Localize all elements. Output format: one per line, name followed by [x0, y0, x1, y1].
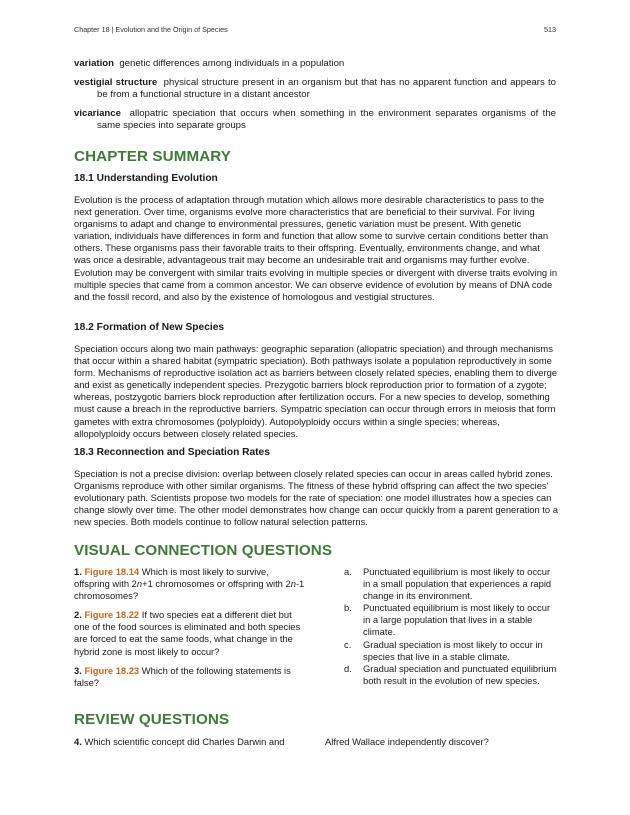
- chapter-summary-heading: CHAPTER SUMMARY: [74, 148, 232, 165]
- glossary-definition: physical structure present in an organism but that has no apparent function and appears to be from a functional structure in a distant ancestor: [97, 76, 556, 101]
- glossary-entry: [74, 108, 556, 133]
- summary-paragraph-18-3: Speciation is not a precise division: overlap between closely related species can occur in areas called hybrid zones. Organisms reproduce with other similar organisms. The fitness of these hybrid offspring can affect the two species' evolutionary path. Scientists propose two models for the rate of speciation: one model illustrates how a species can change slowly over time. The other model demonstrates how change can occur quickly from a parent generation to a new species. Both models continue to follow natural selection patterns.: [74, 468, 558, 528]
- figure-link[interactable]: Figure 18.23: [84, 664, 140, 676]
- page-header: [74, 25, 556, 34]
- answer-option-c: c. Gradual speciation is most likely to occur in species that live in a stable climate.: [344, 638, 543, 662]
- answer-option-b: b. Punctuated equilibrium is most likely to occur in a large population that lives in a stable climate.: [344, 602, 551, 638]
- answer-options: [341, 566, 559, 687]
- glossary-term: variation: [74, 58, 114, 69]
- question-2: 2. Figure 18.22 If two species eat a different diet but one of the food sources is eliminated and both species are forced to eat the same foods, what change in the hybrid zone is most likely to occur?: [74, 609, 301, 657]
- visual-connection-heading: VISUAL CONNECTION QUESTIONS: [74, 542, 333, 559]
- summary-paragraph-18-1: Evolution is the process of adaptation through mutation which allows more desirable characteristics to pass to the next generation. Over time, organisms evolve more characteristics that are beneficial to their survival. For living organisms to adapt and change to environmental pressures, genetic variation must be present. With genetic variation, individuals have differences in form and function that allow some to survive certain conditions better than others. These organisms pass their favorable traits to their offspring. Eventually, environments change, and what was once a desirable, advantageous trait may become an undesirable trait and organisms may further evolve. Evolution may be convergent with similar traits evolving in multiple species or divergent with diverse traits evolving in multiple species that came from a common ancestor. We can observe evidence of evolution by means of DNA code and the fossil record, and also by the existence of homologous and vestigial structures.: [74, 194, 558, 302]
- figure-link[interactable]: Figure 18.14: [84, 566, 140, 577]
- glossary-definition: allopatric speciation that occurs when something in the environment separates organisms of the same species into separate groups: [97, 107, 556, 132]
- question-4-continued: Alfred Wallace independently discover?: [325, 736, 489, 747]
- glossary: [74, 58, 556, 139]
- question-1: 1. Figure 18.14 Which is most likely to survive, offspring with 2n+1 chromosomes or offspring with 2n-1 chromosomes?: [74, 566, 305, 602]
- question-4: 4. Which scientific concept did Charles Darwin and: [74, 736, 285, 747]
- answer-option-a: a. Punctuated equilibrium is most likely to occur in a small population that experiences a rapid change in its environment.: [344, 566, 552, 602]
- section-heading-18-1: 18.1 Understanding Evolution: [74, 173, 218, 184]
- figure-link[interactable]: Figure 18.22: [84, 609, 140, 621]
- glossary-term: vestigial structure: [74, 76, 158, 88]
- section-heading-18-3: 18.3 Reconnection and Speciation Rates: [74, 447, 270, 458]
- summary-paragraph-18-2: Speciation occurs along two main pathways: geographic separation (allopatric speciation) and through mechanisms that occur within a shared habitat (sympatric speciation). Both pathways isolate a population reproductively in some form. Mechanisms of reproductive isolation act as barriers between closely related species, enabling them to diverge and exist as genetically independent species. Prezygotic barriers block reproduction prior to formation of a zygote; whereas, postzygotic barriers block reproduction after fertilization occurs. For a new species to develop, something must cause a breach in the reproductive barriers. Sympatric speciation can occur through errors in meiosis that form gametes with extra chromosomes (polyploidy). Autopolyploidy occurs within a single species; whereas, allopolyploidy occurs between closely related species.: [74, 343, 558, 439]
- question-3: 3. Figure 18.23 Which of the following statements is false?: [74, 664, 291, 688]
- chapter-title: Chapter 18 | Evolution and the Origin of Species: [74, 25, 228, 34]
- glossary-entry: [74, 77, 556, 102]
- page-number: 513: [544, 25, 556, 34]
- glossary-definition: genetic differences among individuals in a population: [119, 58, 345, 69]
- review-questions-heading: REVIEW QUESTIONS: [74, 711, 230, 728]
- glossary-term: vicariance: [74, 107, 121, 119]
- glossary-entry: [74, 58, 556, 71]
- visual-questions-column: [74, 566, 306, 689]
- answer-option-d: d. Gradual speciation and punctuated equilibrium both result in the evolution of new species.: [344, 662, 557, 686]
- section-heading-18-2: 18.2 Formation of New Species: [74, 322, 225, 333]
